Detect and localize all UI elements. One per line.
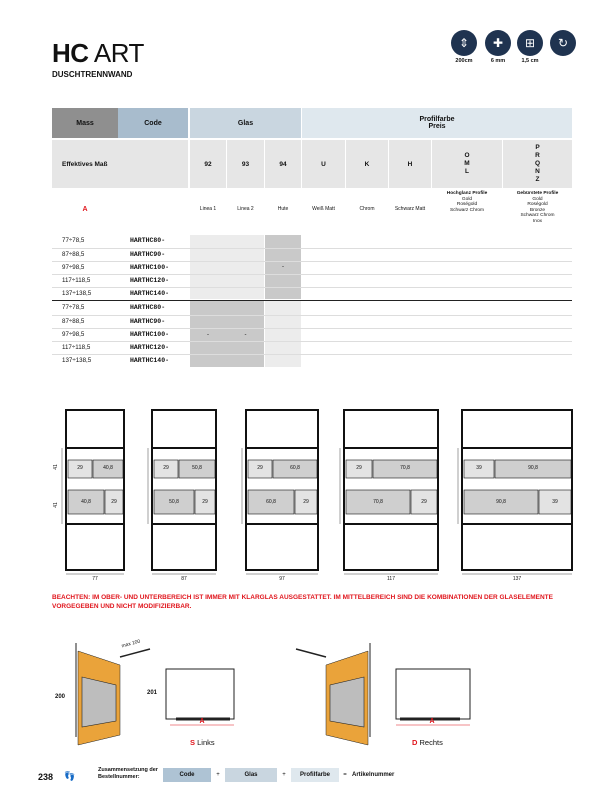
panel-dim: 29 <box>77 465 83 471</box>
spec-label: 6 mm <box>490 58 506 64</box>
page-subtitle: DUSCHTRENNWAND <box>52 70 133 79</box>
table-row: 97÷98,5 HARTHC100- <box>52 328 572 340</box>
spec-label: 200cm <box>455 58 473 64</box>
table-row: 87÷88,5 HARTHC90- <box>52 248 572 260</box>
col-header-glas: Glas <box>190 108 301 138</box>
profile-name: Chrom <box>359 206 375 212</box>
panel-77 <box>66 410 124 570</box>
col-header-code: Code <box>118 108 188 138</box>
effective-measure-label: Effektives Maß <box>52 140 188 188</box>
profile-code-gebuerstet: P R Q N Z <box>503 140 572 188</box>
adjustment-icon: ⊞ <box>517 30 543 56</box>
notice-text: BEACHTEN: IM OBER- UND UNTERBEREICH IST IMMER MIT KLARGLAS AUSGESTATTET. IM MITTELBEREICH SIND DIE KOMBINATIONEN DER GLASELEMENTE VORGEGEBEN UND NICHT MODIFIZIERBAR. <box>52 594 553 610</box>
panel-diagrams <box>0 400 613 585</box>
divider <box>52 300 572 301</box>
panel-dim: 29 <box>356 465 362 471</box>
page-title: HC ART <box>52 38 144 68</box>
panel-117 <box>344 410 438 570</box>
panel-97 <box>246 410 318 570</box>
panel-dim: 60,8 <box>290 465 300 471</box>
profile-name: Schwarz Matt <box>394 206 426 212</box>
profile-code: H <box>389 140 431 188</box>
a-label: A <box>199 717 205 725</box>
dash: - <box>282 264 284 270</box>
a-label: A <box>82 205 88 213</box>
panel-dim: 29 <box>257 465 263 471</box>
formula-code: Code <box>163 768 211 782</box>
panel-width: 117 <box>387 576 395 582</box>
footprint-icon: 👣 <box>64 771 76 781</box>
height-201: 201 <box>146 690 157 696</box>
profile-name: Weiß Matt <box>312 206 335 212</box>
glass-code: 94 <box>265 140 301 188</box>
table-row: 117÷118,5 HARTHC120- <box>52 274 572 286</box>
panel-137 <box>462 410 572 570</box>
table-row: 137÷138,5 HARTHC140- <box>52 354 572 366</box>
table-row: 137÷138,5 HARTHC140- <box>52 287 572 299</box>
panel-width: 137 <box>512 576 522 582</box>
table-row: 117÷118,5 HARTHC120- <box>52 341 572 353</box>
panel-dim: 39 <box>552 499 558 505</box>
panel-dim: 70,8 <box>373 499 383 505</box>
panel-dim: 40,8 <box>81 499 91 505</box>
height-icon: ⇕ <box>451 30 477 56</box>
panel-dim: 40,8 <box>103 465 113 471</box>
col-header-profilfarbe <box>302 108 572 138</box>
dim-41: 41 <box>53 502 59 508</box>
right-label: D Rechts <box>412 738 443 747</box>
height-200: 200 <box>54 694 65 700</box>
formula-profil: Profilfarbe <box>291 768 339 782</box>
profilfarbe-label: Profilfarbe <box>419 116 455 123</box>
panel-width: 77 <box>92 576 98 582</box>
a-label: A <box>429 717 435 725</box>
equals-sign: = <box>343 772 347 778</box>
panel-dim: 29 <box>421 499 427 505</box>
formula-glas: Glas <box>225 768 277 782</box>
profile-code: K <box>346 140 388 188</box>
hochglanz-profiles: Hochglanz Profile Gold Roségold Schwarz Chrom <box>446 191 488 213</box>
panel-dim: 29 <box>111 499 117 505</box>
formula-result: Artikelnummer <box>352 772 395 778</box>
spec-label: 1,5 cm <box>521 58 539 64</box>
table-row: 77÷78,5 HARTHC80- <box>62 304 166 311</box>
glass-code: 92 <box>190 140 226 188</box>
panel-dim: 29 <box>303 499 309 505</box>
compose-label: Zusammensetzung der Bestellnummer: <box>98 767 158 780</box>
panel-dim: 29 <box>163 465 169 471</box>
gebuerstete-profiles: Gebürstete Profile Gold Roségold Bronze Schwarz Chrom Inox <box>516 191 559 224</box>
left-label: S Links <box>190 738 215 747</box>
glass-name: Linea 1 <box>199 206 217 212</box>
glass-name: Hute <box>277 206 289 212</box>
profile-code-hochglanz: O M L <box>432 140 502 188</box>
plus-sign: + <box>282 772 286 778</box>
profile-code: U <box>302 140 345 188</box>
preis-label: Preis <box>428 123 446 130</box>
table-row: 77÷78,5 HARTHC80- <box>62 237 166 244</box>
dash: - <box>207 332 209 338</box>
panel-dim: 29 <box>202 499 208 505</box>
panel-dim: 50,8 <box>169 499 179 505</box>
panel-width: 87 <box>181 576 187 582</box>
page-number: 238 <box>38 772 54 782</box>
rotation-icon: ↻ <box>550 30 576 56</box>
panel-dim: 60,8 <box>266 499 276 505</box>
max-label: max 100 <box>120 638 142 650</box>
col-header-mass: Mass <box>52 108 118 138</box>
right-install-diagram <box>296 643 470 745</box>
table-row: 87÷88,5 HARTHC90- <box>52 315 572 327</box>
plus-sign: + <box>216 772 220 778</box>
dash: - <box>244 332 247 338</box>
panel-dim: 70,8 <box>400 465 410 471</box>
glass-code: 93 <box>227 140 264 188</box>
thickness-icon: ✚ <box>485 30 511 56</box>
panel-87 <box>152 410 216 570</box>
dim-41: 41 <box>53 464 59 470</box>
table-row: 97÷98,5 HARTHC100- <box>52 261 572 273</box>
glass-name: Linea 2 <box>237 206 254 212</box>
installation-diagrams <box>0 635 613 750</box>
panel-dim: 50,8 <box>192 465 202 471</box>
panel-dim: 90,8 <box>496 499 506 505</box>
panel-width: 97 <box>279 576 285 582</box>
panel-dim: 39 <box>476 465 482 471</box>
panel-dim: 90,8 <box>528 465 538 471</box>
